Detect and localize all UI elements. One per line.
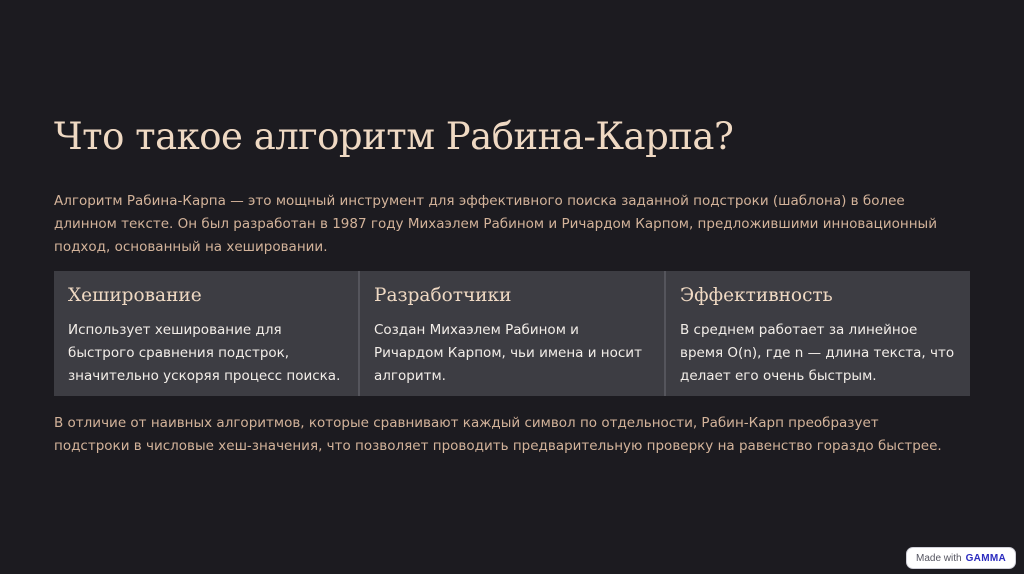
card-hashing bbox=[54, 271, 360, 396]
card-body: В среднем работает за линейное время O(n), где n — длина текста, что делает его очень быстрым. bbox=[680, 322, 955, 384]
slide-title: Что такое алгоритм Рабина-Карпа? bbox=[54, 115, 734, 158]
outro-paragraph: В отличие от наивных алгоритмов, которые сравнивают каждый символ по отдельности, Рабин-Карп преобразует подстроки в числовые хеш-значения, что позволяет проводить предварительную проверку на равенство гораздо быстрее. bbox=[54, 415, 942, 454]
card-title: Эффективность bbox=[680, 285, 833, 306]
badge-label: Made with bbox=[916, 552, 962, 564]
card-body: Использует хеширование для быстрого сравнения подстрок, значительно ускоряя процесс поиска. bbox=[68, 322, 341, 384]
card-developers bbox=[360, 271, 666, 396]
card-efficiency bbox=[666, 271, 970, 396]
card-title: Разработчики bbox=[374, 285, 512, 306]
feature-cards bbox=[54, 271, 970, 396]
gamma-logo-icon: GAMMA bbox=[965, 552, 1006, 564]
intro-paragraph: Алгоритм Рабина-Карпа — это мощный инструмент для эффективного поиска заданной подстроки (шаблона) в более длинном тексте. Он был разработан в 1987 году Михаэлем Рабином и Ричардом Карпом, предложившими инновационный подход, основанный на хешировании. bbox=[54, 193, 937, 255]
made-with-gamma-badge[interactable] bbox=[906, 547, 1016, 569]
card-body: Создан Михаэлем Рабином и Ричардом Карпом, чьи имена и носит алгоритм. bbox=[374, 322, 642, 384]
card-title: Хеширование bbox=[68, 285, 202, 306]
